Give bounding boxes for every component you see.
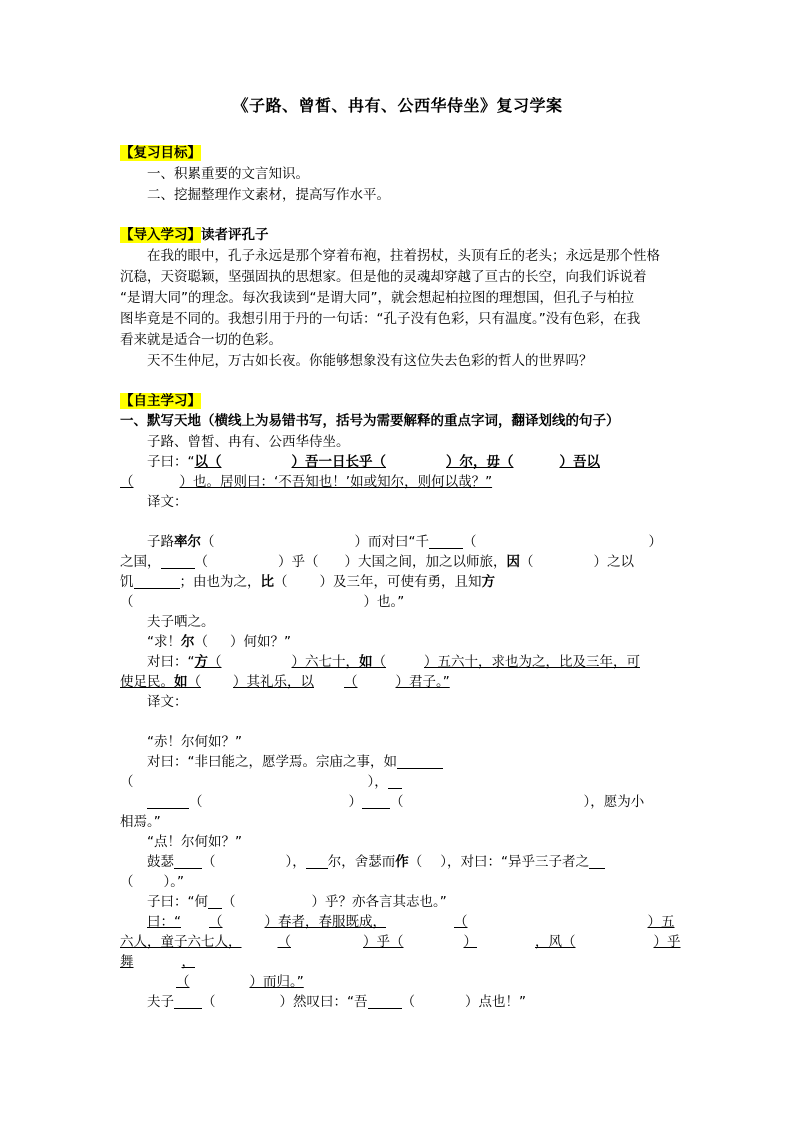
intro-heading-line	[120, 226, 269, 244]
self-study-heading-line	[120, 392, 201, 410]
exercise-instruction: 一、默写天地（横线上为易错书写，括号为需要解释的重点字词，翻译划线的句子）	[120, 413, 620, 429]
goals-heading: 【复习目标】	[120, 145, 201, 161]
intro-heading: 【导入学习】	[120, 227, 201, 243]
exercise-line: 鼓瑟 （ ）， 尔，舍瑟而作（ ），对曰：“异乎三子者之	[120, 853, 605, 871]
text-line: 相焉。”	[120, 814, 161, 830]
exercise-line: 子曰：“以（ ）吾一日长乎（ ）尔，毋（ ）吾以	[147, 454, 600, 470]
self-study-heading: 【自主学习】	[120, 393, 201, 409]
exercise-line: 六人，童子六七人， （ ）乎（ ） ，风（ ）乎	[120, 934, 681, 950]
exercise-line: （ ），	[120, 773, 402, 791]
intro-paragraph-line: 看来就是适合一切的色彩。	[120, 332, 282, 348]
exercise-line: 使足民。如（ ）其礼乐，以 （ ）君子。”	[120, 674, 450, 690]
translation-label: 译文：	[147, 694, 188, 710]
text-line: 夫子哂之。	[147, 614, 215, 630]
exercise-line: 对曰：“非曰能之，愿学焉。宗庙之事，如	[120, 753, 443, 771]
intro-paragraph-line: “是谓大同”的理念。每次我读到“是谓大同”，就会想起柏拉图的理想国，但孔子与柏拉	[120, 290, 634, 306]
exercise-line: （ ）。”	[120, 874, 184, 890]
exercise-line: 对曰：“方（ ）六七十，如（ ）五六十，求也为之，比及三年，可	[147, 654, 640, 670]
exercise-line: 之国， （ ）乎（ ）大国之间，加之以师旅，因（ ）之以	[120, 554, 634, 570]
exercise-line: 曰：“ （ ）春者，春服既成， （ ）五	[147, 914, 675, 930]
exercise-line: 子曰：“何 （ ）乎？亦各言其志也。”	[147, 894, 447, 910]
intro-paragraph-line: 图毕竟是不同的。我想引用于丹的一句话：“孔子没有色彩，只有温度。”没有色彩，在我	[120, 311, 641, 327]
exercise-line: （ ）也。居则曰：‘不吾知也！’如或知尔，则何以哉？”	[120, 474, 493, 490]
exercise-line: （ ）也。”	[120, 594, 405, 610]
intro-paragraph-line: 沉稳，天资聪颖，坚强固执的思想家。但是他的灵魂却穿越了亘古的长空，向我们诉说着	[120, 269, 647, 285]
exercise-line: （ ） （ ），愿为小	[120, 793, 644, 811]
text-line: 子路、曾皙、冉有、公西华侍坐。	[147, 434, 350, 450]
exercise-line: 夫子 （ ）然叹曰：“吾 （ ）点也！”	[147, 994, 526, 1010]
exercise-line: 饥 ；由也为之，比（ ）及三年，可使有勇，且知方	[120, 574, 495, 590]
exercise-line: 子路率尔（ ）而对曰“千 （ ）	[147, 534, 662, 550]
goal-item: 二、挖掘整理作文素材，提高写作水平。	[147, 187, 390, 203]
intro-paragraph-line: 天不生仲尼，万古如长夜。你能够想象没有这位失去色彩的哲人的世界吗？	[147, 353, 593, 369]
goal-item: 一、积累重要的文言知识。	[147, 166, 309, 182]
goals-heading-line	[120, 144, 201, 162]
intro-subheading: 读者评孔子	[201, 227, 269, 243]
exercise-line: 舞 ，	[120, 954, 195, 970]
document-title: 《子路、曾皙、冉有、公西华侍坐》复习学案	[232, 96, 563, 115]
exercise-line: “求！尔（ ）何如？”	[147, 634, 291, 650]
text-line: “点！尔何如？”	[147, 834, 242, 850]
intro-paragraph-line: 在我的眼中，孔子永远是那个穿着布袍，拄着拐杖，头顶有丘的老头；永远是那个性格	[147, 248, 660, 264]
translation-label: 译文：	[147, 494, 188, 510]
text-line: “赤！尔何如？”	[147, 734, 242, 750]
exercise-line: （ ）而归。”	[176, 974, 304, 990]
